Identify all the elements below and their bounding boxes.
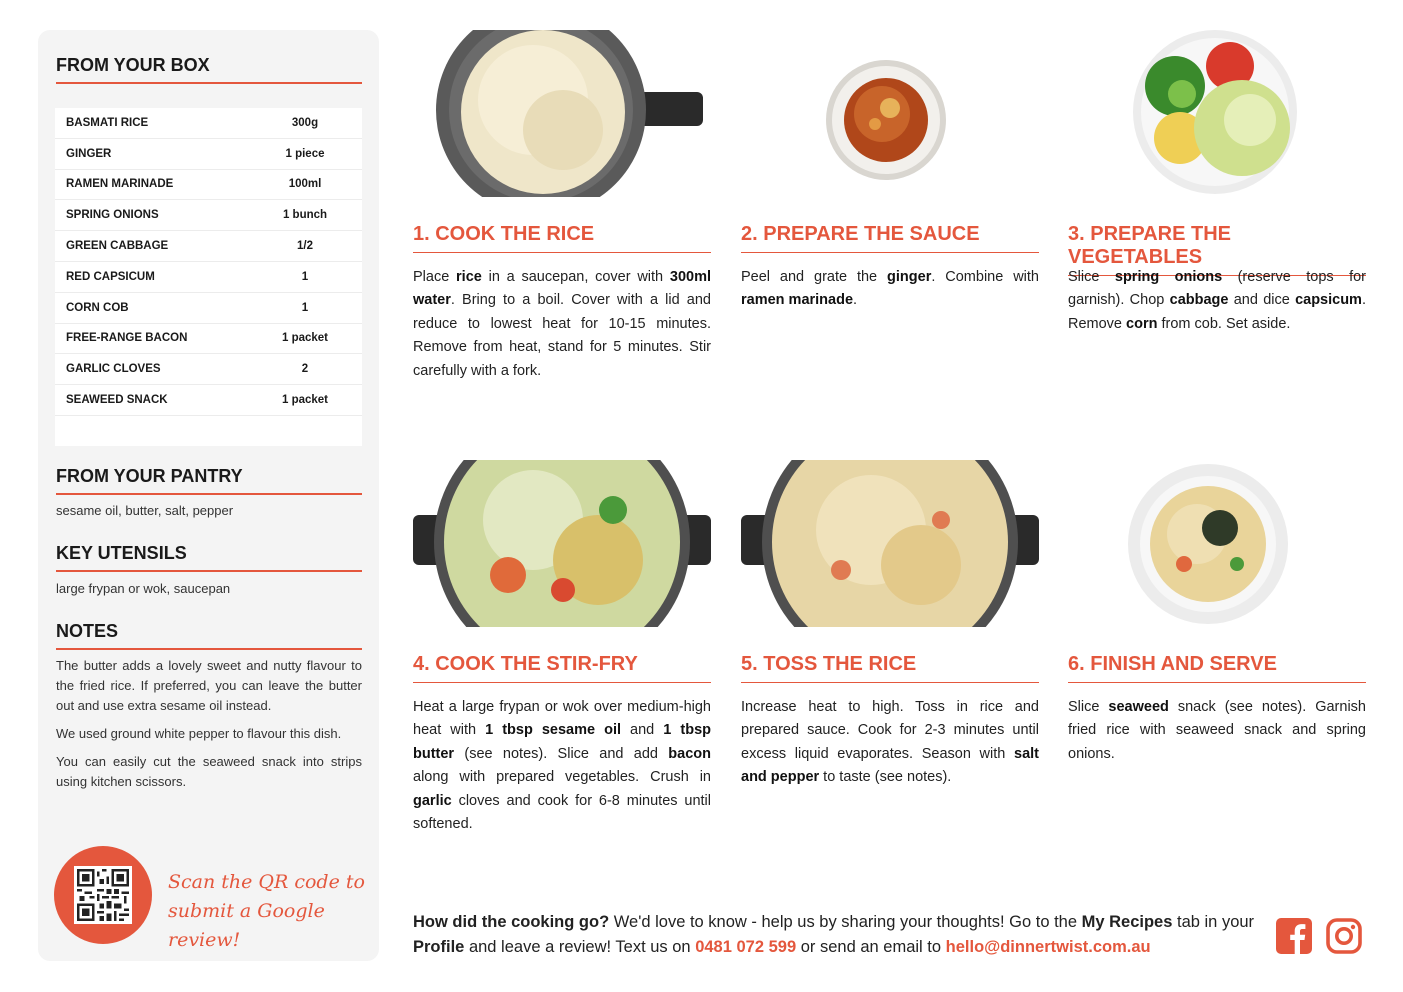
step-text: to taste (see notes). — [819, 769, 952, 786]
ingredient-qty: 1 piece — [285, 147, 325, 160]
step-4-title: 4. COOK THE STIR-FRY — [413, 653, 711, 683]
qr-code-icon[interactable] — [74, 866, 132, 924]
step-text: from cob. Set aside. — [1157, 315, 1291, 332]
ingredient-row — [55, 324, 362, 355]
step-text: . — [853, 292, 858, 309]
step-1-title: 1. COOK THE RICE — [413, 223, 711, 253]
step-2-body — [741, 266, 1039, 313]
qr-prompt-line: Scan the QR code to — [168, 871, 365, 893]
ingredient-name: GARLIC CLOVES — [66, 363, 161, 376]
ingredient-name: RAMEN MARINADE — [66, 178, 174, 191]
step-text: along with prepared vegetables. Crush in — [413, 769, 711, 786]
facebook-icon[interactable] — [1276, 918, 1312, 954]
sauce-bowl-image — [820, 58, 950, 183]
ingredient-name: BASMATI RICE — [66, 116, 149, 129]
step-highlight: corn — [1126, 315, 1158, 332]
vegetables-plate-image — [1130, 28, 1305, 198]
step-6-body — [1068, 696, 1366, 766]
ingredient-name: GREEN CABBAGE — [66, 240, 169, 253]
ingredient-qty: 1 — [301, 270, 309, 283]
ingredient-qty: 1 packet — [281, 394, 329, 407]
step-text: cloves and cook for 6-8 minutes until softened. — [413, 792, 711, 833]
step-text: Heat a large frypan or wok over medium-high heat with — [413, 699, 711, 739]
ingredient-row — [55, 200, 362, 231]
pantry-title: FROM YOUR PANTRY — [56, 466, 362, 495]
step-text: . Remove — [1068, 292, 1366, 332]
step-text: (reserve tops for garnish). Chop — [1068, 269, 1366, 309]
step-text: and — [621, 722, 664, 739]
step-text: (see notes). Slice and add — [454, 745, 669, 762]
note: You can easily cut the seaweed snack into strips using kitchen scissors. — [56, 754, 362, 789]
footer-text: tab in your — [1172, 913, 1255, 931]
ingredient-qty: 300g — [291, 116, 319, 129]
phone-link[interactable]: 0481 072 599 — [695, 938, 797, 956]
ingredient-qty: 1/2 — [297, 240, 313, 253]
utensils-title: KEY UTENSILS — [56, 543, 362, 572]
sidebar — [38, 30, 379, 961]
footer-text: and leave a review! Text us on — [464, 938, 696, 956]
step-text: and dice — [1228, 292, 1296, 309]
ingredient-name: SEAWEED SNACK — [66, 394, 168, 407]
step-text: Increase heat to high. Toss in rice and prepared sauce. Cook for 2-3 minutes until excess liquid evaporates. Season with — [741, 699, 1039, 762]
step-6-title: 6. FINISH AND SERVE — [1068, 653, 1366, 683]
step-5-title: 5. TOSS THE RICE — [741, 653, 1039, 683]
step-highlight: 1 tbsp butter — [413, 722, 712, 762]
utensils-text: large frypan or wok, saucepan — [56, 581, 231, 596]
step-text: Slice — [1068, 269, 1115, 285]
rice-saucepan-image — [413, 30, 711, 197]
qr-prompt — [168, 868, 368, 955]
my-recipes-label: My Recipes — [1081, 913, 1173, 931]
step-highlight: ginger — [887, 269, 932, 285]
step-highlight: garlic — [413, 792, 452, 809]
ingredient-row — [55, 293, 362, 324]
step-highlight: 300ml water — [413, 269, 711, 309]
footer-text: or send an email to — [796, 938, 946, 956]
instagram-icon[interactable] — [1326, 918, 1362, 954]
step-highlight: bacon — [668, 745, 711, 762]
serving-bowl-image — [1122, 460, 1297, 630]
ingredient-qty: 1 bunch — [282, 209, 328, 222]
footer-text: We'd love to know - help us by sharing your thoughts! Go to the — [609, 913, 1082, 931]
ingredient-name: GINGER — [66, 147, 112, 160]
box-title: FROM YOUR BOX — [56, 55, 362, 84]
step-text: in a saucepan, cover with — [481, 269, 670, 285]
ingredient-qty: 100ml — [288, 178, 322, 191]
ingredient-row — [55, 354, 362, 385]
qr-badge[interactable] — [54, 846, 152, 944]
step-highlight: capsicum — [1295, 292, 1362, 309]
profile-label: Profile — [413, 938, 465, 956]
ingredient-name: SPRING ONIONS — [66, 209, 159, 222]
note: We used ground white pepper to flavour this dish. — [56, 726, 342, 741]
step-1-body — [413, 266, 711, 383]
ingredient-row — [55, 231, 362, 262]
step-text: . Bring to a boil. Cover with a lid and reduce to lowest heat for 10-15 minutes. Remove from heat, stand for 5 minutes. Stir carefully with a fork. — [413, 292, 711, 379]
qr-prompt-line: submit a Google review! — [168, 900, 325, 951]
ingredients-table — [55, 108, 362, 446]
step-text: snack (see notes). Garnish fried rice with seaweed snack and spring onions. — [1068, 699, 1366, 762]
ingredient-row — [55, 385, 362, 416]
ingredient-row — [55, 170, 362, 201]
ingredient-name: RED CAPSICUM — [66, 270, 155, 283]
step-highlight: rice — [456, 269, 482, 285]
ingredient-row — [55, 108, 362, 139]
ingredient-row — [55, 262, 362, 293]
pantry-text: sesame oil, butter, salt, pepper — [56, 503, 234, 518]
note: The butter adds a lovely sweet and nutty flavour to the fried rice. If preferred, you can leave the butter out and use extra sesame oil instead. — [56, 658, 362, 713]
step-highlight: seaweed — [1108, 699, 1169, 715]
step-highlight: cabbage — [1169, 292, 1229, 309]
stir-fry-wok-image — [413, 460, 711, 627]
step-text: Peel and grate the — [741, 269, 888, 285]
footer-question: How did the cooking go? — [413, 913, 610, 931]
email-link[interactable]: hello@dinnertwist.com.au — [945, 938, 1151, 956]
step-text: . Combine with — [931, 269, 1039, 285]
ingredient-qty: 1 — [301, 301, 309, 314]
step-5-body — [741, 696, 1039, 790]
step-3-body — [1068, 266, 1366, 336]
step-3-title: 3. PREPARE THE VEGETABLES — [1068, 223, 1366, 276]
ingredient-qty: 1 packet — [281, 332, 329, 345]
step-highlight: spring onions — [1114, 269, 1223, 285]
step-highlight: ramen marinade — [741, 292, 854, 309]
ingredient-name: CORN COB — [66, 301, 129, 314]
step-text: Place — [413, 269, 457, 285]
step-highlight: 1 tbsp sesame oil — [485, 722, 622, 739]
step-text: Slice — [1068, 699, 1109, 715]
ingredient-qty: 2 — [301, 363, 309, 376]
notes-title: NOTES — [56, 621, 362, 650]
step-highlight: salt and pepper — [741, 745, 1039, 786]
tossed-rice-wok-image — [741, 460, 1039, 627]
ingredient-row — [55, 139, 362, 170]
step-4-body — [413, 696, 711, 836]
feedback-footer — [413, 910, 1263, 960]
ingredient-name: FREE-RANGE BACON — [66, 332, 188, 345]
notes-list — [56, 656, 362, 800]
step-2-title: 2. PREPARE THE SAUCE — [741, 223, 1039, 253]
